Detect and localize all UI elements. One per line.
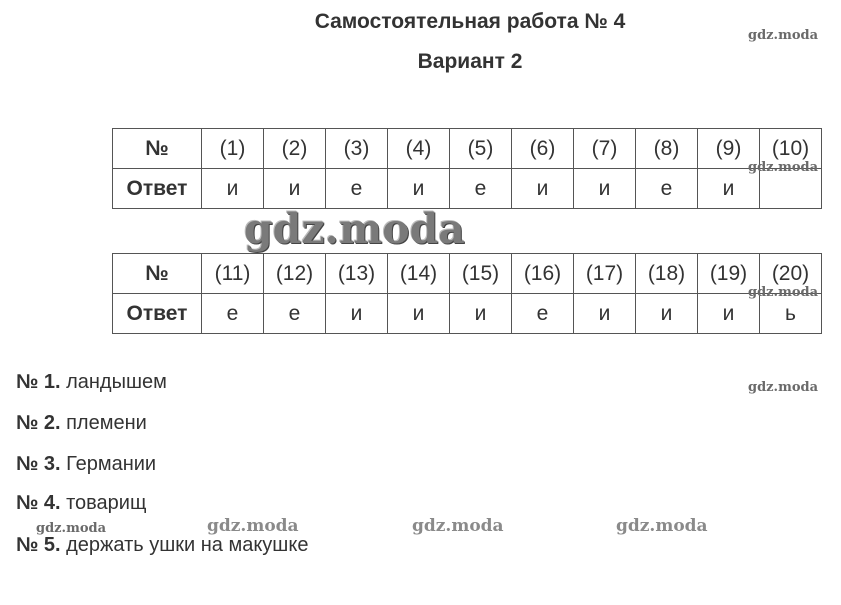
answer-cell: е: [202, 294, 264, 334]
watermark: gdz.moda: [748, 285, 819, 300]
answer-line-2: [16, 412, 147, 435]
table-row-answers: [113, 169, 822, 209]
watermark: gdz.moda: [748, 28, 819, 43]
task-number-cell: (4): [388, 129, 450, 169]
watermark: gdz.moda: [616, 516, 708, 536]
task-number-cell: (19): [698, 254, 760, 294]
table-row-answers: [113, 294, 822, 334]
watermark: gdz.moda: [412, 516, 504, 536]
answer-line-1: [16, 371, 167, 394]
answer-cell: и: [264, 169, 326, 209]
answer-number: № 3.: [16, 453, 61, 475]
watermark: gdz.moda: [748, 380, 819, 395]
watermark: gdz.moda: [207, 516, 299, 536]
watermark: gdz.moda: [748, 160, 819, 175]
task-number-cell: (6): [512, 129, 574, 169]
answer-number: № 4.: [16, 492, 61, 514]
task-number-cell: (5): [450, 129, 512, 169]
task-number-cell: (13): [326, 254, 388, 294]
answer-line-5: [16, 534, 308, 557]
task-number-cell: (17): [574, 254, 636, 294]
row-label-answer: Ответ: [113, 294, 202, 334]
answer-line-3: [16, 453, 156, 476]
answer-number: № 5.: [16, 534, 61, 556]
answer-table-1: [112, 128, 822, 209]
answer-cell: ь: [760, 294, 822, 334]
answer-number: № 1.: [16, 371, 61, 393]
table-row-numbers: [113, 254, 822, 294]
answer-table-2: [112, 253, 822, 334]
answer-cell: и: [326, 294, 388, 334]
row-label-number: №: [113, 254, 202, 294]
task-number-cell: (12): [264, 254, 326, 294]
answer-cell: и: [636, 294, 698, 334]
answer-line-4: [16, 492, 146, 515]
row-label-answer: Ответ: [113, 169, 202, 209]
answer-cell: е: [450, 169, 512, 209]
answer-cell: е: [326, 169, 388, 209]
answer-text: племени: [66, 412, 147, 434]
task-number-cell: (18): [636, 254, 698, 294]
task-number-cell: (16): [512, 254, 574, 294]
answer-cell: и: [574, 294, 636, 334]
task-number-cell: (2): [264, 129, 326, 169]
row-label-number: №: [113, 129, 202, 169]
task-number-cell: (20): [760, 254, 822, 294]
task-number-cell: (10): [760, 129, 822, 169]
answer-cell: и: [512, 169, 574, 209]
watermark-large: gdz.moda: [244, 205, 465, 253]
page-title: Самостоятельная работа № 4: [314, 10, 626, 33]
task-number-cell: (8): [636, 129, 698, 169]
task-number-cell: (1): [202, 129, 264, 169]
task-number-cell: (14): [388, 254, 450, 294]
answer-cell: и: [202, 169, 264, 209]
table-row-numbers: [113, 129, 822, 169]
answer-text: Германии: [66, 453, 157, 475]
answer-cell: е: [512, 294, 574, 334]
answer-cell: и: [574, 169, 636, 209]
task-number-cell: (9): [698, 129, 760, 169]
answer-cell: и: [388, 169, 450, 209]
task-number-cell: (11): [202, 254, 264, 294]
task-number-cell: (7): [574, 129, 636, 169]
answer-cell: и: [698, 169, 760, 209]
answer-cell: и: [450, 294, 512, 334]
answer-text: держать ушки на макушке: [66, 534, 309, 556]
task-number-cell: (3): [326, 129, 388, 169]
answer-cell: е: [636, 169, 698, 209]
answer-text: ландышем: [66, 371, 167, 393]
answer-cell: е: [264, 294, 326, 334]
answer-number: № 2.: [16, 412, 61, 434]
watermark: gdz.moda: [36, 521, 107, 536]
answer-cell: и: [388, 294, 450, 334]
variant-title: Вариант 2: [417, 50, 523, 73]
answer-text: товарищ: [66, 492, 147, 514]
task-number-cell: (15): [450, 254, 512, 294]
answer-cell: и: [698, 294, 760, 334]
